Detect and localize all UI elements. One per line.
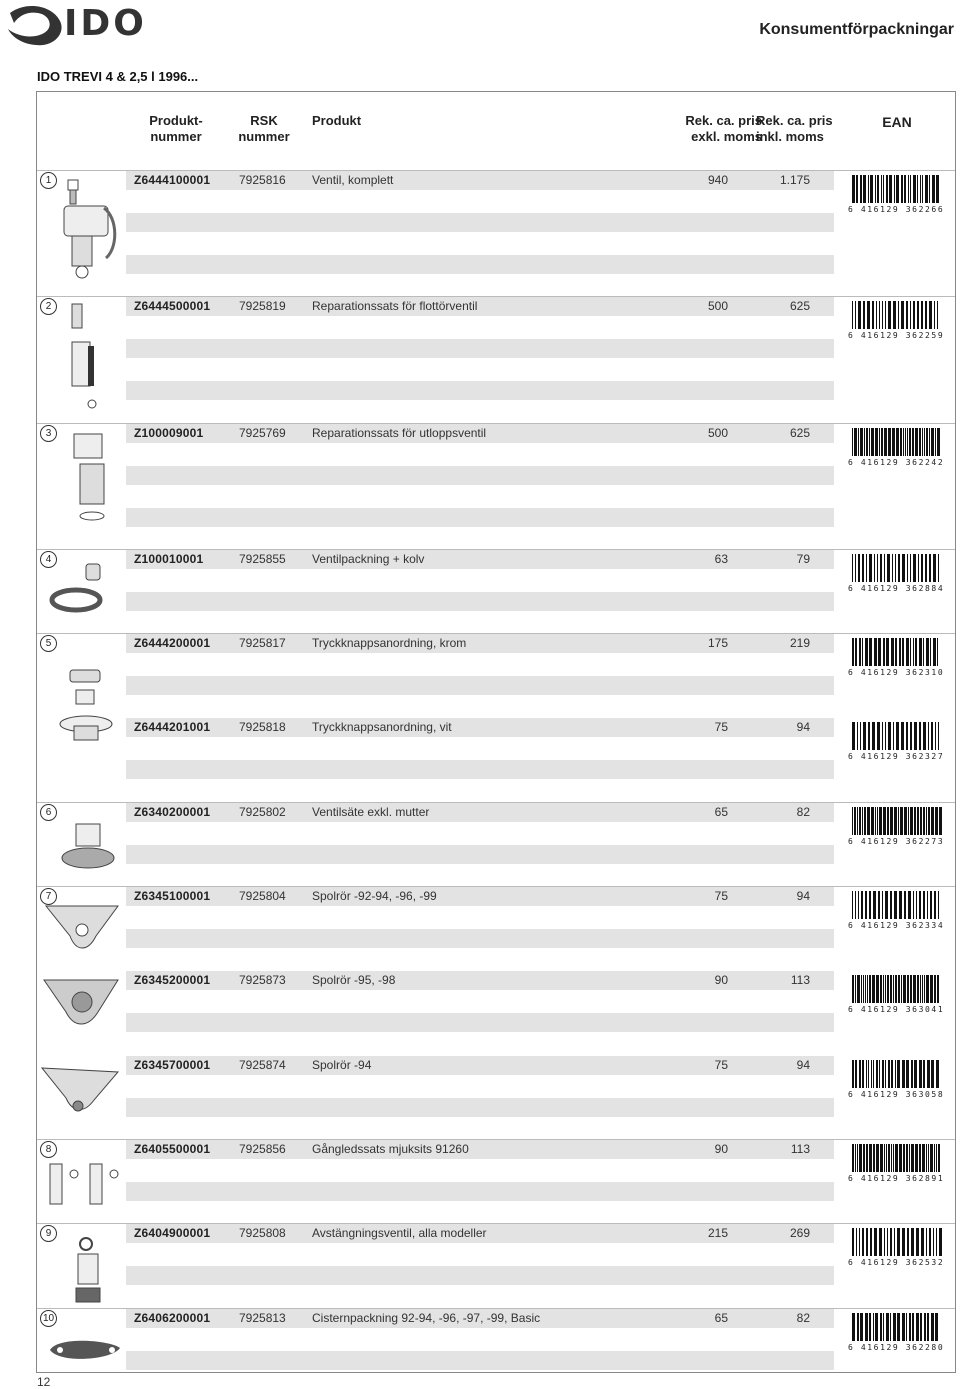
flush-pipe-3-illustration xyxy=(40,1062,122,1118)
price-incl-cell: 625 xyxy=(789,426,810,440)
price-incl-cell: 79 xyxy=(796,552,810,566)
shutoff-valve-illustration xyxy=(64,1236,114,1306)
ean-number: 6 416129 362280 xyxy=(848,1343,944,1351)
ean-barcode xyxy=(848,636,944,676)
product-number-cell: Z100010001 xyxy=(134,552,204,566)
item-badge: 8 xyxy=(40,1141,57,1158)
valve-seat-illustration xyxy=(56,820,116,876)
valve-gasket-illustration xyxy=(46,560,110,616)
hinge-kit-illustration xyxy=(44,1160,124,1208)
price-excl-cell: 75 xyxy=(714,889,728,903)
item-badge: 7 xyxy=(40,888,57,905)
item-badge: 6 xyxy=(40,804,57,821)
product-name-cell: Tryckknappsanordning, vit xyxy=(312,720,452,734)
row-stripe xyxy=(126,1013,834,1032)
ean-number: 6 416129 362259 xyxy=(848,331,944,339)
ean-barcode xyxy=(848,1142,944,1182)
item-badge: 10 xyxy=(40,1310,57,1327)
price-incl-cell: 113 xyxy=(790,1142,810,1156)
product-name-cell: Gångledssats mjuksits 91260 xyxy=(312,1142,469,1156)
rsk-number-cell: 7925816 xyxy=(239,173,286,187)
price-excl-cell: 75 xyxy=(714,1058,728,1072)
ean-number: 6 416129 362334 xyxy=(848,921,944,929)
row-stripe xyxy=(126,466,834,485)
price-excl-cell: 65 xyxy=(714,1311,728,1325)
ean-number: 6 416129 362884 xyxy=(848,584,944,592)
ean-barcode xyxy=(848,173,944,213)
rsk-number-cell: 7925817 xyxy=(239,636,286,650)
product-name-cell: Spolrör -95, -98 xyxy=(312,973,396,987)
price-incl-cell: 94 xyxy=(796,720,810,734)
rsk-number-cell: 7925855 xyxy=(239,552,286,566)
ean-barcode xyxy=(848,805,944,845)
ean-barcode xyxy=(848,889,944,929)
product-name-cell: Avstängningsventil, alla modeller xyxy=(312,1226,487,1240)
ean-barcode xyxy=(848,552,944,592)
ean-number: 6 416129 363058 xyxy=(848,1090,944,1098)
product-name-cell: Tryckknappsanordning, krom xyxy=(312,636,467,650)
item-badge: 5 xyxy=(40,635,57,652)
price-excl-cell: 500 xyxy=(707,299,728,313)
product-name-cell: Ventilpackning + kolv xyxy=(312,552,425,566)
rsk-number-cell: 7925873 xyxy=(239,973,286,987)
product-name-cell: Ventil, komplett xyxy=(312,173,394,187)
col-header-product-number: Produkt- nummer xyxy=(149,113,203,144)
row-stripe xyxy=(126,1098,834,1117)
price-incl-cell: 82 xyxy=(796,1311,810,1325)
ean-number: 6 416129 362891 xyxy=(848,1174,944,1182)
ean-number: 6 416129 362327 xyxy=(848,752,944,760)
price-excl-cell: 940 xyxy=(707,173,728,187)
row-stripe xyxy=(126,760,834,779)
price-incl-cell: 269 xyxy=(789,1226,810,1240)
product-number-cell: Z6444500001 xyxy=(134,299,211,313)
col-header-price-excl: Rek. ca. pris exkl. moms xyxy=(685,113,762,144)
outlet-valve-kit-illustration xyxy=(64,428,114,528)
product-number-cell: Z6345200001 xyxy=(134,973,211,987)
price-incl-cell: 94 xyxy=(796,1058,810,1072)
product-name-cell: Reparationssats för utloppsventil xyxy=(312,426,487,440)
price-incl-cell: 1.175 xyxy=(779,173,810,187)
product-number-cell: Z6345100001 xyxy=(134,889,211,903)
col-header-product: Produkt xyxy=(312,113,362,128)
price-incl-cell: 94 xyxy=(796,889,810,903)
price-incl-cell: 113 xyxy=(790,973,810,987)
price-excl-cell: 175 xyxy=(707,636,728,650)
rsk-number-cell: 7925813 xyxy=(239,1311,286,1325)
rsk-number-cell: 7925818 xyxy=(239,720,286,734)
push-button-illustration xyxy=(56,668,120,746)
product-number-cell: Z6340200001 xyxy=(134,805,211,819)
page-number: 12 xyxy=(37,1375,51,1389)
ean-number: 6 416129 362273 xyxy=(848,837,944,845)
row-stripe xyxy=(126,255,834,274)
row-stripe xyxy=(126,845,834,864)
product-name-cell: Reparationssats för flottörventil xyxy=(312,299,478,313)
product-number-cell: Z6406200001 xyxy=(134,1311,211,1325)
ean-number: 6 416129 362532 xyxy=(848,1258,944,1266)
row-stripe xyxy=(126,381,834,400)
row-stripe xyxy=(126,592,834,611)
item-badge: 1 xyxy=(40,172,57,189)
product-name-cell: Ventilsäte exkl. mutter xyxy=(312,805,430,819)
item-badge: 3 xyxy=(40,425,57,442)
rsk-number-cell: 7925804 xyxy=(239,889,286,903)
price-incl-cell: 82 xyxy=(796,805,810,819)
rsk-number-cell: 7925769 xyxy=(239,426,286,440)
row-stripe xyxy=(126,929,834,948)
ean-barcode xyxy=(848,426,944,466)
rsk-number-cell: 7925802 xyxy=(239,805,286,819)
product-number-cell: Z6345700001 xyxy=(134,1058,211,1072)
item-badge: 2 xyxy=(40,298,57,315)
row-stripe xyxy=(126,1266,834,1285)
ean-number: 6 416129 362266 xyxy=(848,205,944,213)
ean-barcode xyxy=(848,973,944,1013)
col-header-price-incl: Rek. ca. pris inkl. moms xyxy=(756,113,833,144)
product-number-cell: Z6444201001 xyxy=(134,720,211,734)
ean-barcode xyxy=(848,1311,944,1351)
ean-barcode xyxy=(848,720,944,760)
product-name-cell: Cisternpackning 92-94, -96, -97, -99, Basic xyxy=(312,1311,541,1325)
rsk-number-cell: 7925856 xyxy=(239,1142,286,1156)
row-stripe xyxy=(126,676,834,695)
ean-barcode xyxy=(848,1058,944,1098)
float-valve-kit-illustration xyxy=(60,300,110,412)
ean-number: 6 416129 363041 xyxy=(848,1005,944,1013)
product-name-cell: Spolrör -94 xyxy=(312,1058,372,1072)
price-incl-cell: 219 xyxy=(789,636,810,650)
price-excl-cell: 215 xyxy=(707,1226,728,1240)
price-excl-cell: 90 xyxy=(714,1142,728,1156)
price-excl-cell: 90 xyxy=(714,973,728,987)
flush-pipe-1-illustration xyxy=(44,900,122,956)
row-stripe xyxy=(126,508,834,527)
rsk-number-cell: 7925874 xyxy=(239,1058,286,1072)
product-number-cell: Z100009001 xyxy=(134,426,204,440)
section-title: IDO TREVI 4 & 2,5 l 1996... xyxy=(37,69,199,84)
ean-barcode xyxy=(848,299,944,339)
row-stripe xyxy=(126,339,834,358)
price-excl-cell: 65 xyxy=(714,805,728,819)
product-number-cell: Z6404900001 xyxy=(134,1226,211,1240)
col-header-ean: EAN xyxy=(882,114,912,130)
product-number-cell: Z6444200001 xyxy=(134,636,211,650)
product-number-cell: Z6405500001 xyxy=(134,1142,211,1156)
item-badge: 9 xyxy=(40,1225,57,1242)
price-excl-cell: 500 xyxy=(707,426,728,440)
page-title: Konsumentförpackningar xyxy=(759,21,954,38)
ean-barcode xyxy=(848,1226,944,1266)
product-name-cell: Spolrör -92-94, -96, -99 xyxy=(312,889,437,903)
col-header-rsk-number: RSK nummer xyxy=(238,113,290,144)
price-excl-cell: 63 xyxy=(714,552,728,566)
cistern-gasket-illustration xyxy=(46,1334,126,1366)
valve-complete-illustration xyxy=(46,178,122,282)
rsk-number-cell: 7925819 xyxy=(239,299,286,313)
price-excl-cell: 75 xyxy=(714,720,728,734)
row-stripe xyxy=(126,1182,834,1201)
rsk-number-cell: 7925808 xyxy=(239,1226,286,1240)
price-incl-cell: 625 xyxy=(789,299,810,313)
product-number-cell: Z6444100001 xyxy=(134,173,211,187)
row-stripe xyxy=(126,213,834,232)
ean-number: 6 416129 362242 xyxy=(848,458,944,466)
brand-name: IDO xyxy=(64,3,147,44)
ean-number: 6 416129 362310 xyxy=(848,668,944,676)
item-badge: 4 xyxy=(40,551,57,568)
flush-pipe-2-illustration xyxy=(42,972,122,1032)
row-stripe xyxy=(126,1351,834,1370)
